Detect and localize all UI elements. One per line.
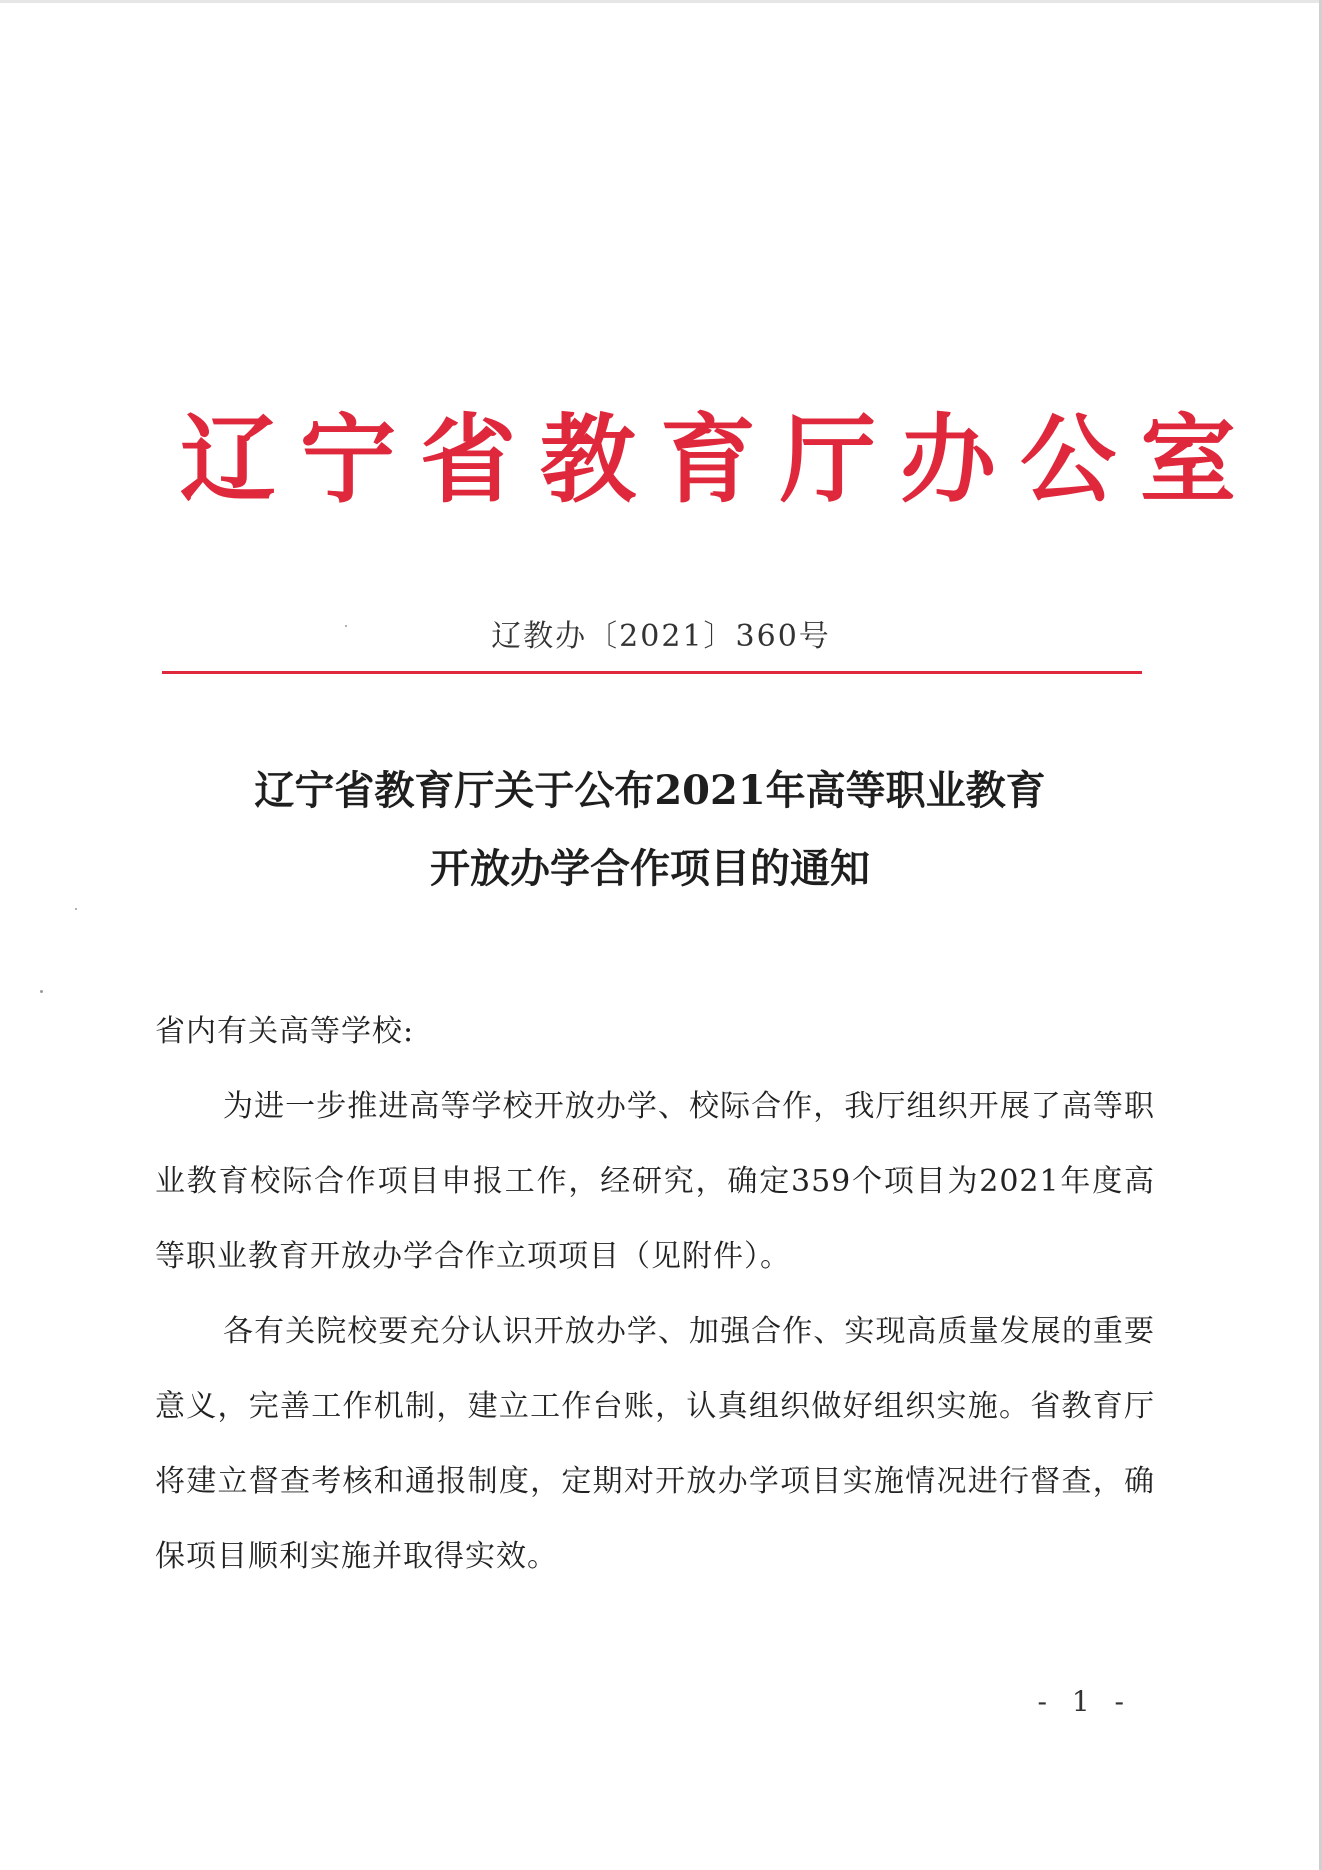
document-title [120,752,1180,908]
document-title-line-2: 开放办学合作项目的通知 [430,845,870,892]
salutation: 省内有关高等学校: [155,1014,415,1049]
red-divider-line [162,671,1142,674]
document-number: 辽教办〔2021〕360号 [491,619,831,654]
document-body [155,994,1155,1594]
scan-speck [345,625,347,627]
page-number: - 1 - [1037,1685,1132,1718]
body-paragraph-1: 为进一步推进高等学校开放办学、校际合作，我厅组织开展了高等职业教育校际合作项目申报工作，经研究，确定359个项目为2021年度高等职业教育开放办学合作立项项目（见附件）。 [155,1089,1155,1274]
scan-speck [40,990,43,993]
issuing-organization-header: 辽宁省教育厅办公室 [180,403,1260,516]
body-paragraph-2: 各有关院校要充分认识开放办学、加强合作、实现高质量发展的重要意义，完善工作机制，建立工作台账，认真组织做好组织实施。省教育厅将建立督查考核和通报制度，定期对开放办学项目实施情况进行督查，确保项目顺利实施并取得实效。 [155,1314,1155,1574]
scan-speck [75,908,77,910]
scan-edge-top [0,0,1322,3]
document-title-line-1: 辽宁省教育厅关于公布2021年高等职业教育 [254,767,1046,814]
